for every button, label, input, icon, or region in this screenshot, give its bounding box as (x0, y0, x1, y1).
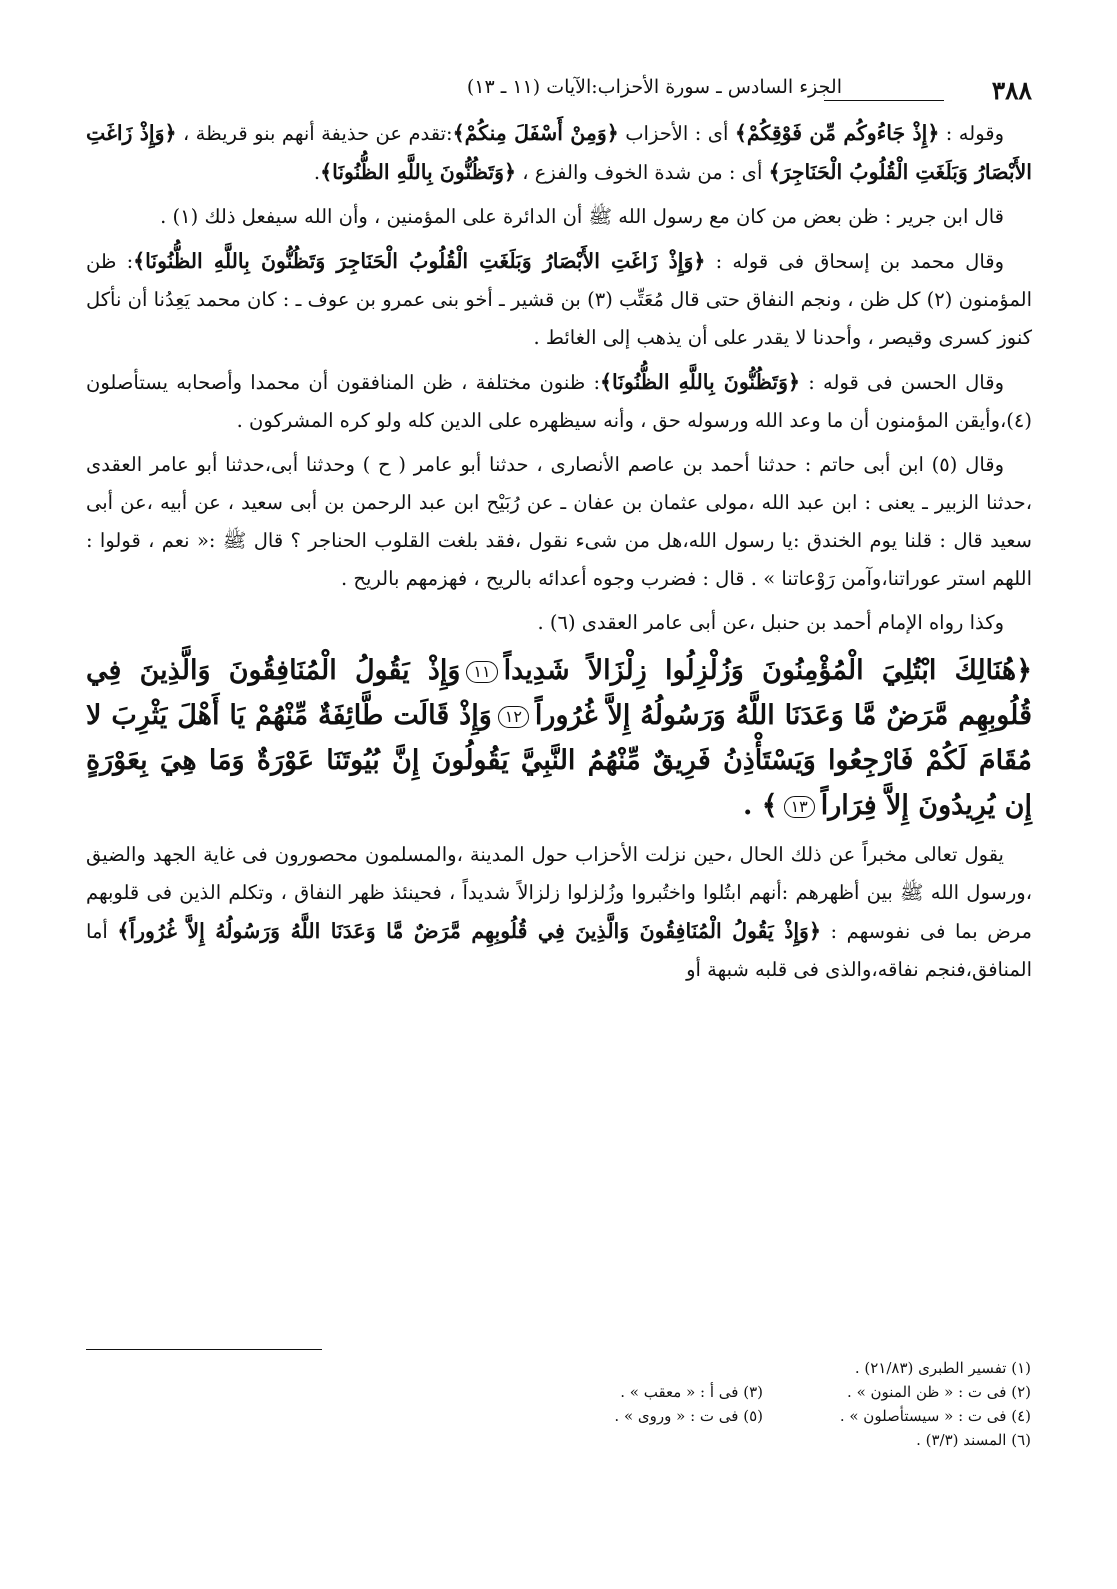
ayah-12: وَإِذْ يَقُولُ الْمُنَافِقُونَ وَالَّذِينَ فِي قُلُوبِهِم مَّرَضٌ مَّا وَعَدَنَا اللَّهُ وَرَسُولُهُ إِلاَّ غُرُوراً (86, 655, 1032, 731)
footnote-4: (٤) فى ت : « سيستأصلون » . (839, 1407, 1031, 1425)
page-header (86, 70, 1032, 114)
paragraph-4 (86, 363, 1032, 440)
paragraph-1 (86, 114, 1032, 192)
footnote-row (85, 1428, 1031, 1452)
ornate-bracket-close: ﴾ . (742, 790, 778, 821)
ayah-11: هُنَالِكَ ابْتُلِيَ الْمُؤْمِنُونَ وَزُلْزِلُوا زِلْزَالاً شَدِيداً (503, 655, 1017, 686)
header-rule (824, 100, 944, 101)
footnotes (85, 1356, 1031, 1452)
quran-ayah-block (86, 648, 1032, 828)
quran-quote: ﴿وَتَظُنُّونَ بِاللَّهِ الظُّنُونَا﴾ (600, 370, 801, 394)
page-content (86, 70, 1032, 995)
text: وقال الحسن فى قوله : (800, 371, 1004, 394)
text: أى : من شدة الخوف والفزع ، (516, 161, 769, 184)
text: أما المنافق،فنجم نفاقه،والذى فى قلبه شبهة أو (86, 920, 1032, 981)
footnote-row (85, 1404, 1031, 1428)
text: وقوله : (939, 122, 1005, 145)
text: يقول تعالى مخبراً عن ذلك الحال ،حين نزلت الأحزاب حول المدينة ،والمسلمون محصورون فى غاية الجهد والضيق ،ورسول الله ﷺ بين أظهرهم :أنهم ابتُلوا واختُبروا وزُلزلوا زلزالاً شديداً ، فحينئذ ظهر النفاق ، وتكلم الذين فى قلوبهم مرض بما فى نفوسهم : (86, 843, 1032, 943)
text: وقال محمد بن إسحاق فى قوله : (705, 250, 1004, 273)
quran-quote: ﴿وَإِذْ يَقُولُ الْمُنَافِقُونَ وَالَّذِينَ فِي قُلُوبِهِم مَّرَضٌ مَّا وَعَدَنَا اللَّهُ وَرَسُولُهُ إِلاَّ غُرُوراً﴾ (117, 919, 821, 943)
text: : ظنون مختلفة ، ظن المنافقون أن محمدا وأصحابه يستأصلون (٤)،وأيقن المؤمنون أن ما وعد الله ورسوله حق ، وأنه سيظهره على الدين كله ولو كره المشركون . (86, 371, 1032, 432)
paragraph-2: قال ابن جرير : ظن بعض من كان مع رسول الله ﷺ أن الدائرة على المؤمنين ، وأن الله سيفعل ذلك (١) . (160, 205, 1004, 228)
ayah-number: ١٣ (784, 796, 815, 818)
ornate-bracket-open: ﴿ (1016, 655, 1033, 686)
footnote-2: (٢) فى ت : « ظن المنون » . (847, 1383, 1031, 1401)
footnote-rule (86, 1349, 322, 1350)
ayah-13: وَإِذْ قَالَت طَّائِفَةٌ مِّنْهُمْ يَا أَهْلَ يَثْرِبَ لا مُقَامَ لَكُمْ فَارْجِعُوا وَيَسْتَأْذِنُ فَرِيقٌ مِّنْهُمُ النَّبِيَّ يَقُولُونَ إِنَّ بُيُوتَنَا عَوْرَةٌ وَمَا هِيَ بِعَوْرَةٍ إِن يُرِيدُونَ إِلاَّ فِرَاراً (86, 700, 1032, 821)
text: أى : الأحزاب (618, 122, 735, 145)
ayah-number: ١٢ (498, 706, 529, 728)
footnote-3: (٣) فى أ : « معقب » . (620, 1383, 763, 1401)
text: :تقدم عن حذيفة أنهم بنو قريظة ، (176, 122, 453, 145)
paragraph-5: وقال (٥) ابن أبى حاتم : حدثنا أحمد بن عاصم الأنصارى ، حدثنا أبو عامر ( ح ) وحدثنا أبى،حدثنا أبو عامر العقدى ،حدثنا الزبير ـ يعنى : ابن عبد الله ،مولى عثمان بن عفان ـ عن رُبَيْح ابن عبد الرحمن بن أبى سعيد ، عن أبيه ،عن أبى سعيد قال : قلنا يوم الخندق :يا رسول الله،هل من شىء نقول ،فقد بلغت القلوب الحناجر ؟ قال ﷺ :« نعم ، قولوا : اللهم استر عوراتنا،وآمن رَوْعاتنا » . قال : فضرب وجوه أعدائه بالريح ، فهزمهم بالريح . (86, 453, 1032, 590)
footnote-6: (٦) المسند (٣/٣) . (916, 1431, 1031, 1449)
footnote-row (85, 1356, 1031, 1380)
page-number: ٣٨٨ (991, 76, 1032, 105)
paragraph-7 (86, 836, 1032, 989)
paragraph-6: وكذا رواه الإمام أحمد بن حنبل ،عن أبى عامر العقدى (٦) . (537, 611, 1004, 634)
footnote-1: (١) تفسير الطبرى (٢١/٨٣) . (854, 1359, 1031, 1377)
quran-quote: ﴿وَإِذْ زَاغَتِ الأَبْصَارُ وَبَلَغَتِ الْقُلُوبُ الْحَنَاجِرَ﴾ (86, 121, 1032, 184)
paragraph-3 (86, 242, 1032, 357)
text: : ظن المؤمنون (٢) كل ظن ، ونجم النفاق حتى قال مُعَتِّب (٣) بن قشير ـ أخو بنى عمرو بن عوف ـ : كان محمد يَعِدُنا أن نأكل كنوز كسرى وقيصر ، وأحدنا لا يقدر على أن يذهب إلى الغائط . (86, 250, 1032, 349)
quran-quote: ﴿وَمِنْ أَسْفَلَ مِنكُمْ﴾ (452, 121, 619, 145)
running-title: الجزء السادس ـ سورة الأحزاب:الآيات (١١ ـ ١٣) (466, 76, 842, 98)
ayah-number: ١١ (466, 661, 497, 683)
footnote-5: (٥) فى ت : « وروى » . (614, 1407, 763, 1425)
quran-quote: ﴿وَتَظُنُّونَ بِاللَّهِ الظُّنُونَا﴾ (320, 160, 517, 184)
quran-quote: ﴿وَإِذْ زَاغَتِ الأَبْصَارُ وَبَلَغَتِ الْقُلُوبُ الْحَنَاجِرَ وَتَظُنُّونَ بِاللَّهِ الظُّنُونَا﴾ (133, 249, 706, 273)
quran-quote: ﴿إِذْ جَاءُوكُم مِّن فَوْقِكُمْ﴾ (734, 121, 940, 145)
text: . (313, 161, 321, 184)
footnote-row (85, 1380, 1031, 1404)
